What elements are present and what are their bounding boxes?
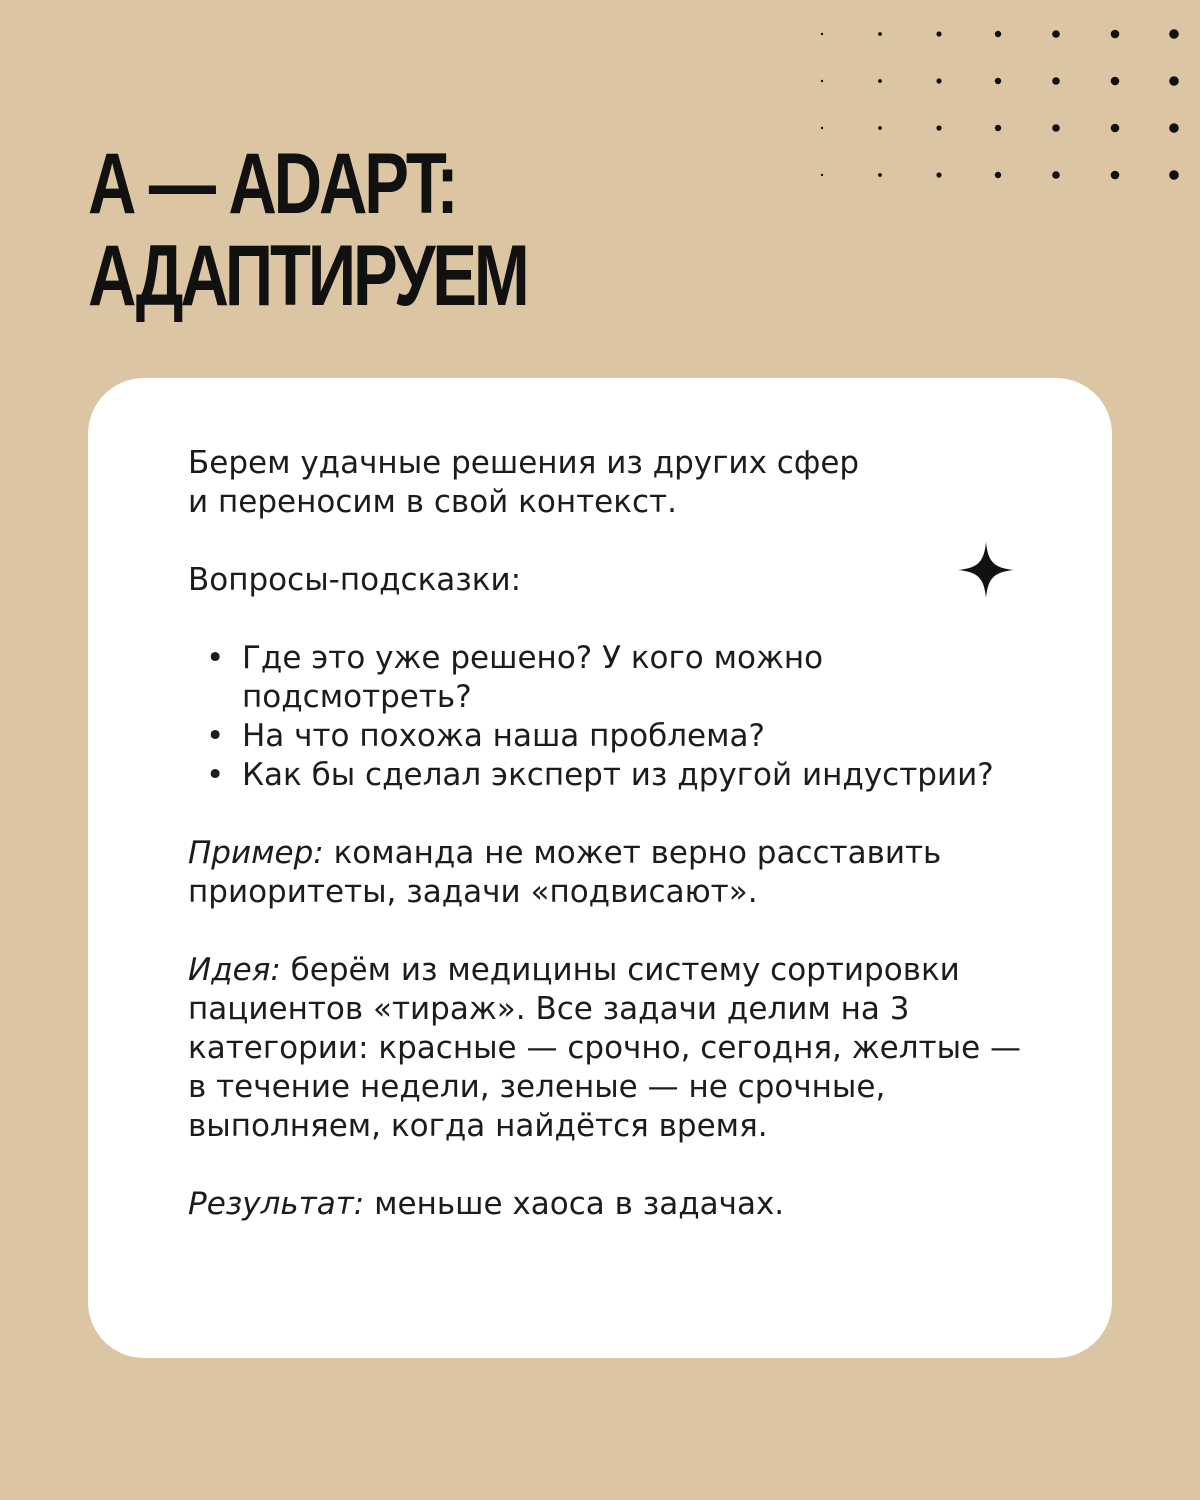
result-text: меньше хаоса в задачах. — [364, 1186, 785, 1222]
page-title — [88, 138, 527, 322]
questions-list — [188, 639, 1048, 795]
intro-line-1: Берем удачные решения из других сфер — [188, 445, 860, 481]
intro-line-2: и переносим в свой контекст. — [188, 484, 677, 520]
title-line-1: А — ADAPT: — [88, 136, 456, 232]
example-paragraph — [188, 834, 1048, 912]
card-text — [188, 444, 1048, 1224]
intro-text — [188, 444, 1048, 522]
result-label: Результат: — [188, 1186, 365, 1222]
example-text: команда не может верно расставить приоритеты, задачи «подвисают». — [188, 835, 942, 910]
title-line-2: АДАПТИРУЕМ — [88, 228, 527, 324]
idea-paragraph — [188, 951, 1048, 1146]
dot-grid-pattern — [808, 22, 1188, 192]
example-label: Пример: — [188, 835, 324, 871]
result-paragraph — [188, 1185, 1048, 1224]
idea-label: Идея: — [188, 952, 281, 988]
list-item: • Где это уже решено? У кого можно подсмотреть? — [188, 639, 1048, 717]
list-item: • Как бы сделал эксперт из другой индустрии? — [188, 756, 1048, 795]
list-item: • На что похожа наша проблема? — [188, 717, 1048, 756]
idea-text: берём из медицины систему сортировки пациентов «тираж». Все задачи делим на 3 категории: красные — срочно, сегодня, желтые — в течение недели, зеленые — не срочные, выполняем, когда найдётся время. — [188, 952, 1021, 1144]
questions-heading: Вопросы-подсказки: — [188, 562, 522, 598]
